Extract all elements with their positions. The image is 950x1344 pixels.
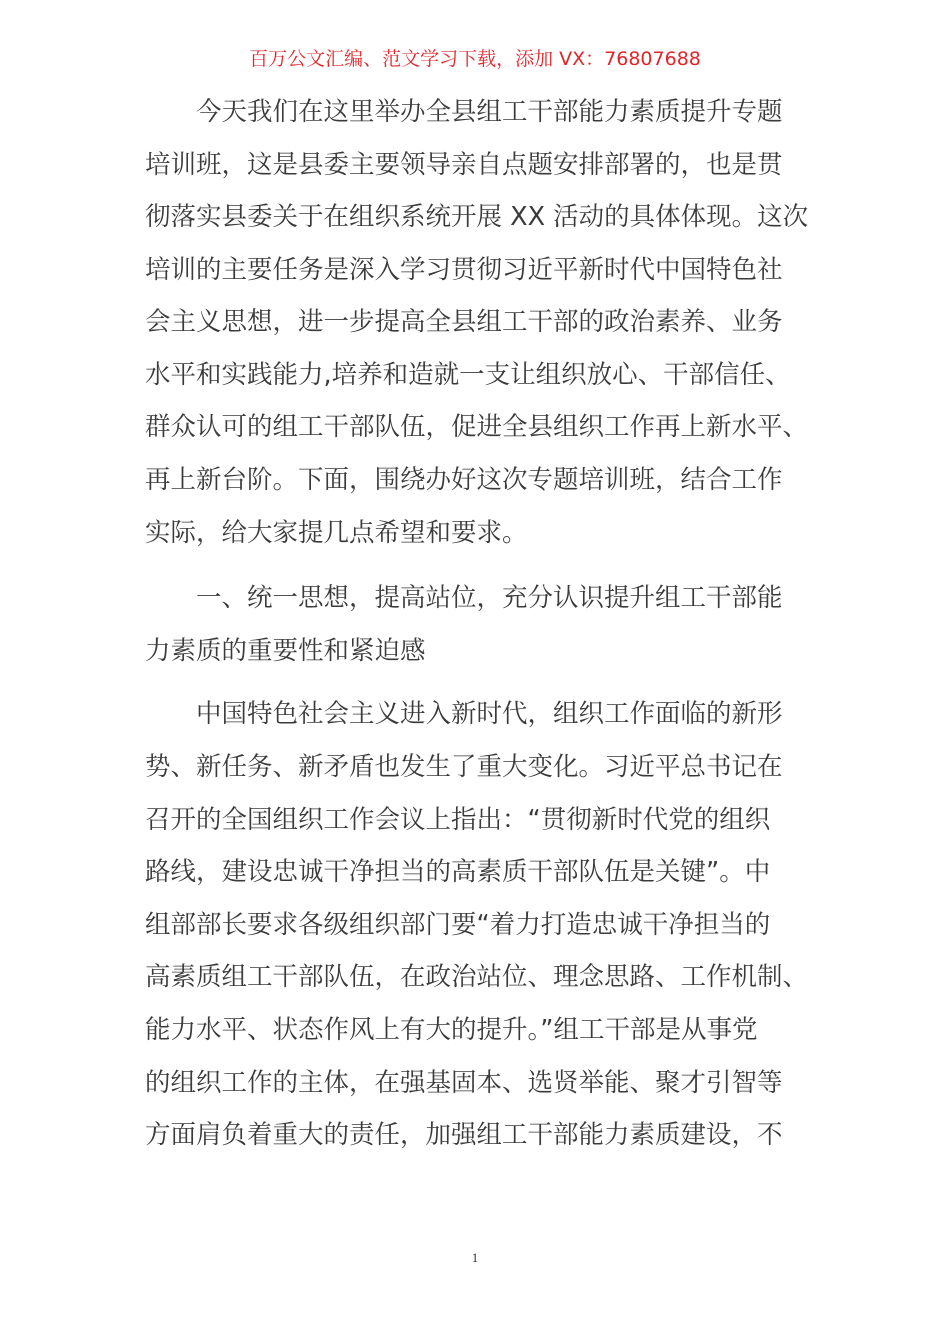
text-line: 路线，建设忠诚干净担当的高素质干部队伍是关键”。中 <box>145 857 771 887</box>
text-line: 高素质组工干部队伍，在政治站位、理念思路、工作机制、 <box>145 962 809 992</box>
text-line: 培训班，这是县委主要领导亲自点题安排部署的，也是贯 <box>145 150 783 180</box>
text-line: 的组织工作的主体，在强基固本、选贤举能、聚才引智等 <box>145 1068 783 1098</box>
page-number: 1 <box>471 1250 479 1265</box>
text-line: 今天我们在这里举办全县组工干部能力素质提升专题 <box>196 97 783 127</box>
text-line: 组部部长要求各级组织部门要“着力打造忠诚干净担当的 <box>145 910 771 940</box>
text-line: 方面肩负着重大的责任，加强组工干部能力素质建设，不 <box>145 1120 783 1150</box>
text-line: 能力水平、状态作风上有大的提升。”组工干部是从事党 <box>145 1015 758 1045</box>
text-line: 水平和实践能力,培养和造就一支让组织放心、干部信任、 <box>145 360 791 390</box>
text-line: 会主义思想，进一步提高全县组工干部的政治素养、业务 <box>145 307 783 337</box>
text-line: 实际，给大家提几点希望和要求。 <box>145 518 528 548</box>
text-line: 召开的全国组织工作会议上指出：“贯彻新时代党的组织 <box>145 805 771 835</box>
watermark-header: 百万公文汇编、范文学习下载，添加 VX：76807688 <box>249 48 701 70</box>
heading-line: 一、统一思想，提高站位，充分认识提升组工干部能 <box>196 583 783 613</box>
text-line: 再上新台阶。下面，围绕办好这次专题培训班，结合工作 <box>145 465 783 495</box>
text-line: 群众认可的组工干部队伍，促进全县组织工作再上新水平、 <box>145 412 809 442</box>
text-line: 中国特色社会主义进入新时代，组织工作面临的新形 <box>196 699 783 729</box>
text-line: 彻落实县委关于在组织系统开展 XX 活动的具体体现。这次 <box>145 202 809 232</box>
text-line: 势、新任务、新矛盾也发生了重大变化。习近平总书记在 <box>145 752 783 782</box>
text-line: 培训的主要任务是深入学习贯彻习近平新时代中国特色社 <box>145 255 783 285</box>
heading-line: 力素质的重要性和紧迫感 <box>145 636 426 666</box>
